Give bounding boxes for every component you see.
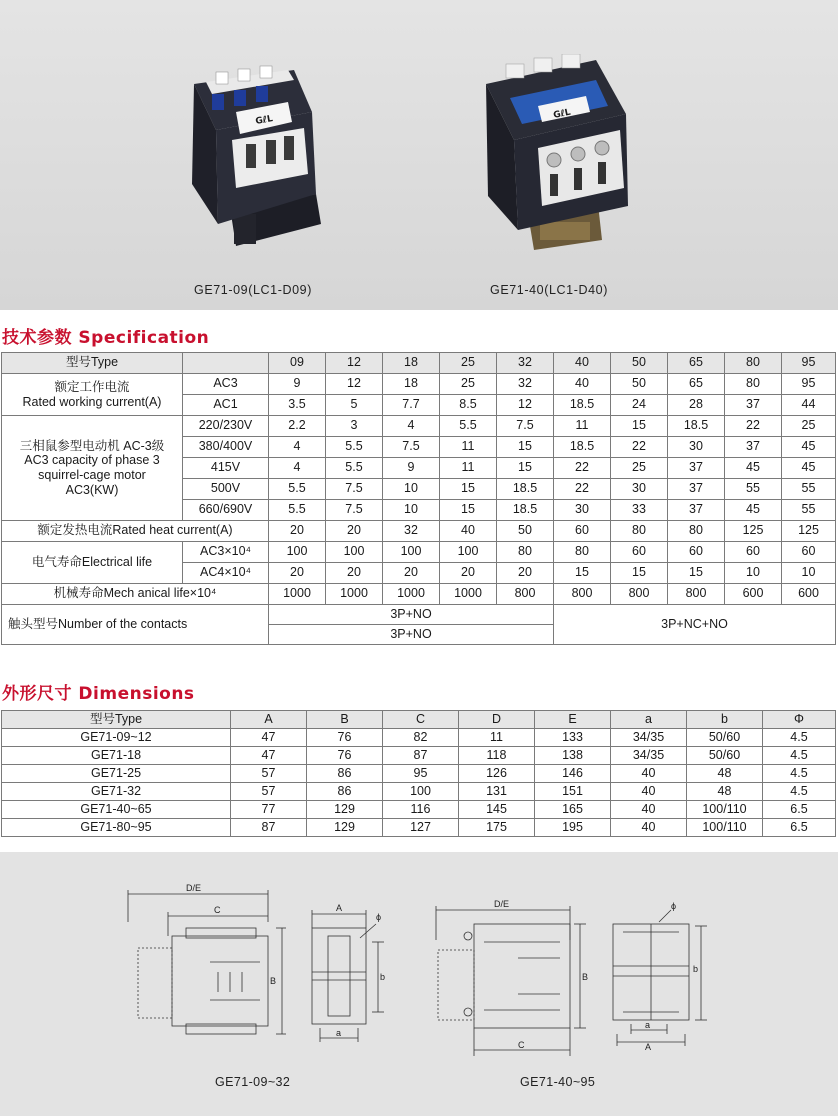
cell: 10 [383, 479, 440, 500]
cell: 6.5 [763, 801, 836, 819]
cell: 32 [383, 521, 440, 542]
table-row [2, 783, 836, 801]
table-row [2, 729, 836, 747]
dimension-drawings-panel [0, 852, 838, 1116]
cell: 195 [535, 819, 611, 837]
sub-label: AC1 [183, 395, 269, 416]
cell: GE71-18 [2, 747, 231, 765]
cell: 600 [782, 584, 836, 605]
model-header: 25 [440, 353, 497, 374]
cell: 20 [383, 563, 440, 584]
motor-capacity-label: 三相鼠参型电动机 AC-3级 AC3 capacity of phase 3 squirrel-cage motor AC3(KW) [2, 416, 183, 521]
cell: 47 [231, 729, 307, 747]
cell: 800 [611, 584, 668, 605]
cell: 118 [459, 747, 535, 765]
cell: 4.5 [763, 747, 836, 765]
label-b-lower: b [693, 964, 699, 974]
cell: 76 [307, 747, 383, 765]
cell: GE71-80~95 [2, 819, 231, 837]
cell: 11 [459, 729, 535, 747]
cell: 9 [383, 458, 440, 479]
cell: 15 [497, 437, 554, 458]
cell: 100 [383, 542, 440, 563]
contacts-small-a: 3P+NO [269, 605, 554, 625]
contacts-label: 触头型号Number of the contacts [2, 605, 269, 645]
cell: 138 [535, 747, 611, 765]
cell: 80 [611, 521, 668, 542]
cell: 37 [725, 437, 782, 458]
cell: 1000 [383, 584, 440, 605]
cell: 100/110 [687, 801, 763, 819]
cell: 20 [269, 563, 326, 584]
cell: 7.5 [383, 437, 440, 458]
cell: 80 [554, 542, 611, 563]
cell: 1000 [269, 584, 326, 605]
rated-current-label [2, 374, 183, 416]
cell: 44 [782, 395, 836, 416]
cell: GE71-25 [2, 765, 231, 783]
cell: 60 [554, 521, 611, 542]
spec-row-ac3 [2, 374, 836, 395]
sub-label: AC3×10⁴ [183, 542, 269, 563]
label-a-upper: A [336, 903, 343, 913]
cell: 45 [782, 437, 836, 458]
cell: 80 [668, 521, 725, 542]
model-header: 18 [383, 353, 440, 374]
cell: 4.5 [763, 783, 836, 801]
cell: 30 [611, 479, 668, 500]
drawing-side-small [120, 882, 290, 1052]
cell: 37 [668, 500, 725, 521]
product-photo-panel [0, 0, 838, 310]
rated-current-cn: 额定工作电流 [54, 379, 130, 394]
cell: 77 [231, 801, 307, 819]
cell: 15 [440, 500, 497, 521]
cell: 40 [611, 819, 687, 837]
cell: 165 [535, 801, 611, 819]
cell: 1000 [326, 584, 383, 605]
cell: 5.5 [326, 458, 383, 479]
cell: 600 [725, 584, 782, 605]
cell: 80 [497, 542, 554, 563]
label-c: C [518, 1040, 525, 1050]
dims-header: B [307, 711, 383, 729]
drawing-front-small [300, 902, 390, 1052]
cell: 800 [668, 584, 725, 605]
cell: 22 [725, 416, 782, 437]
cell: 125 [725, 521, 782, 542]
cell: 129 [307, 819, 383, 837]
spec-row-elec-ac3 [2, 542, 836, 563]
contactor-d09-image [176, 64, 326, 254]
drawing-side-large [428, 900, 598, 1070]
sub-label: 660/690V [183, 500, 269, 521]
cell: 37 [668, 458, 725, 479]
cell: 65 [668, 374, 725, 395]
label-b-lower: b [380, 972, 386, 982]
label-phi: ϕ [376, 912, 382, 922]
cell: 18.5 [497, 500, 554, 521]
electrical-life-label: 电气寿命Electrical life [2, 542, 183, 584]
cell: 95 [782, 374, 836, 395]
contacts-small-b: 3P+NO [269, 625, 554, 645]
cell: 11 [554, 416, 611, 437]
dims-header: 型号Type [2, 711, 231, 729]
table-row [2, 747, 836, 765]
table-row [2, 765, 836, 783]
cell: 20 [326, 521, 383, 542]
cell: 8.5 [440, 395, 497, 416]
spec-empty-header [183, 353, 269, 374]
cell: 5 [326, 395, 383, 416]
cell: 151 [535, 783, 611, 801]
cell: 60 [782, 542, 836, 563]
cell: 33 [611, 500, 668, 521]
cell: 50/60 [687, 747, 763, 765]
contacts-large: 3P+NC+NO [554, 605, 836, 645]
cell: 22 [611, 437, 668, 458]
cell: 129 [307, 801, 383, 819]
cell: 126 [459, 765, 535, 783]
logo-text: GℓL [552, 107, 572, 121]
cell: 4 [383, 416, 440, 437]
cell: 20 [269, 521, 326, 542]
cell: 34/35 [611, 747, 687, 765]
spec-section-title: 技术参数 Specification [2, 328, 210, 348]
cell: 95 [383, 765, 459, 783]
label-a-lower: a [645, 1020, 651, 1030]
cell: 50/60 [687, 729, 763, 747]
dimensions-table [1, 710, 836, 837]
cell: 87 [231, 819, 307, 837]
cell: 18.5 [668, 416, 725, 437]
cell: 146 [535, 765, 611, 783]
contactor-d40-image [478, 54, 638, 254]
product-caption-d09: GE71-09(LC1-D09) [194, 283, 312, 297]
dims-header: b [687, 711, 763, 729]
cell: 20 [440, 563, 497, 584]
cell: 57 [231, 783, 307, 801]
cell: 22 [554, 479, 611, 500]
cell: 45 [725, 500, 782, 521]
model-header: 12 [326, 353, 383, 374]
mechanical-life-label: 机械寿命Mech anical life×10⁴ [2, 584, 269, 605]
cell: 15 [440, 479, 497, 500]
cell: 5.5 [440, 416, 497, 437]
cell: 175 [459, 819, 535, 837]
label-c: C [214, 905, 221, 915]
cell: 18 [383, 374, 440, 395]
cell: 40 [554, 374, 611, 395]
dims-header-row [2, 711, 836, 729]
specification-table [1, 352, 836, 645]
cell: 18.5 [554, 437, 611, 458]
cell: 48 [687, 783, 763, 801]
cell: 4 [269, 458, 326, 479]
cell: 80 [725, 374, 782, 395]
cell: 60 [611, 542, 668, 563]
cell: 100 [326, 542, 383, 563]
cell: 125 [782, 521, 836, 542]
cell: 60 [668, 542, 725, 563]
cell: 131 [459, 783, 535, 801]
cell: 100/110 [687, 819, 763, 837]
dims-section-title: 外形尺寸 Dimensions [2, 684, 195, 704]
cell: 5.5 [269, 479, 326, 500]
cell: 11 [440, 458, 497, 479]
cell: 2.2 [269, 416, 326, 437]
cell: 55 [725, 479, 782, 500]
drawing-caption-right: GE71-40~95 [520, 1075, 596, 1089]
cell: 30 [668, 437, 725, 458]
cell: 133 [535, 729, 611, 747]
cell: 18.5 [554, 395, 611, 416]
spec-row-contacts-a [2, 605, 836, 625]
label-de: D/E [186, 883, 202, 893]
cell: 7.7 [383, 395, 440, 416]
label-de: D/E [494, 900, 510, 909]
cell: 86 [307, 765, 383, 783]
spec-header-row [2, 353, 836, 374]
cell: 40 [611, 765, 687, 783]
cell: 20 [326, 563, 383, 584]
model-header: 50 [611, 353, 668, 374]
sub-label: 380/400V [183, 437, 269, 458]
cell: 25 [440, 374, 497, 395]
cell: 48 [687, 765, 763, 783]
cell: 47 [231, 747, 307, 765]
label-phi: ϕ [671, 902, 677, 911]
drawing-front-large [605, 902, 715, 1052]
dims-header: A [231, 711, 307, 729]
cell: 45 [725, 458, 782, 479]
model-header: 32 [497, 353, 554, 374]
cell: 18.5 [497, 479, 554, 500]
cell: 15 [497, 458, 554, 479]
label-a-upper: A [645, 1042, 652, 1052]
cell: 25 [611, 458, 668, 479]
rated-current-en: Rated working current(A) [22, 394, 162, 409]
dims-header: D [459, 711, 535, 729]
cell: 25 [782, 416, 836, 437]
cell: 60 [725, 542, 782, 563]
cell: 40 [611, 801, 687, 819]
cell: 5.5 [269, 500, 326, 521]
label-a-lower: a [336, 1028, 342, 1038]
cell: 100 [383, 783, 459, 801]
cell: 116 [383, 801, 459, 819]
sub-label: AC4×10⁴ [183, 563, 269, 584]
cell: 800 [497, 584, 554, 605]
cell: 45 [782, 458, 836, 479]
cell: 1000 [440, 584, 497, 605]
spec-row-mech [2, 584, 836, 605]
cell: 15 [611, 416, 668, 437]
cell: 10 [383, 500, 440, 521]
product-caption-d40: GE71-40(LC1-D40) [490, 283, 608, 297]
model-header: 65 [668, 353, 725, 374]
cell: 20 [497, 563, 554, 584]
cell: 12 [326, 374, 383, 395]
cell: 50 [497, 521, 554, 542]
cell: 7.5 [497, 416, 554, 437]
cell: 9 [269, 374, 326, 395]
model-header: 80 [725, 353, 782, 374]
cell: 34/35 [611, 729, 687, 747]
cell: 57 [231, 765, 307, 783]
cell: GE71-32 [2, 783, 231, 801]
cell: 22 [554, 458, 611, 479]
cell: 10 [782, 563, 836, 584]
label-b-upper: B [270, 976, 277, 986]
cell: 4.5 [763, 765, 836, 783]
model-header: 40 [554, 353, 611, 374]
cell: 82 [383, 729, 459, 747]
cell: 86 [307, 783, 383, 801]
table-row [2, 801, 836, 819]
cell: 11 [440, 437, 497, 458]
dims-header: E [535, 711, 611, 729]
table-row [2, 819, 836, 837]
model-header: 09 [269, 353, 326, 374]
cell: 4 [269, 437, 326, 458]
cell: GE71-09~12 [2, 729, 231, 747]
cell: 40 [611, 783, 687, 801]
cell: 7.5 [326, 500, 383, 521]
heat-current-label: 额定发热电流Rated heat current(A) [2, 521, 269, 542]
dims-header: C [383, 711, 459, 729]
cell: 12 [497, 395, 554, 416]
cell: 5.5 [326, 437, 383, 458]
logo-text: GℓL [254, 114, 274, 127]
cell: 3 [326, 416, 383, 437]
cell: 15 [668, 563, 725, 584]
cell: 6.5 [763, 819, 836, 837]
cell: 87 [383, 747, 459, 765]
cell: 100 [440, 542, 497, 563]
spec-row-220v [2, 416, 836, 437]
dims-header: Φ [763, 711, 836, 729]
cell: 100 [269, 542, 326, 563]
cell: GE71-40~65 [2, 801, 231, 819]
sub-label: 500V [183, 479, 269, 500]
cell: 30 [554, 500, 611, 521]
sub-label: 220/230V [183, 416, 269, 437]
cell: 127 [383, 819, 459, 837]
cell: 24 [611, 395, 668, 416]
cell: 800 [554, 584, 611, 605]
cell: 10 [725, 563, 782, 584]
dims-header: a [611, 711, 687, 729]
cell: 28 [668, 395, 725, 416]
cell: 55 [782, 500, 836, 521]
cell: 50 [611, 374, 668, 395]
cell: 40 [440, 521, 497, 542]
sub-label: 415V [183, 458, 269, 479]
cell: 37 [668, 479, 725, 500]
spec-type-header: 型号Type [2, 353, 183, 374]
sub-label: AC3 [183, 374, 269, 395]
drawing-caption-left: GE71-09~32 [215, 1075, 291, 1089]
model-header: 95 [782, 353, 836, 374]
cell: 55 [782, 479, 836, 500]
cell: 3.5 [269, 395, 326, 416]
label-b-upper: B [582, 972, 589, 982]
cell: 37 [725, 395, 782, 416]
cell: 7.5 [326, 479, 383, 500]
cell: 76 [307, 729, 383, 747]
spec-row-heat [2, 521, 836, 542]
cell: 145 [459, 801, 535, 819]
cell: 15 [611, 563, 668, 584]
cell: 32 [497, 374, 554, 395]
cell: 15 [554, 563, 611, 584]
cell: 4.5 [763, 729, 836, 747]
